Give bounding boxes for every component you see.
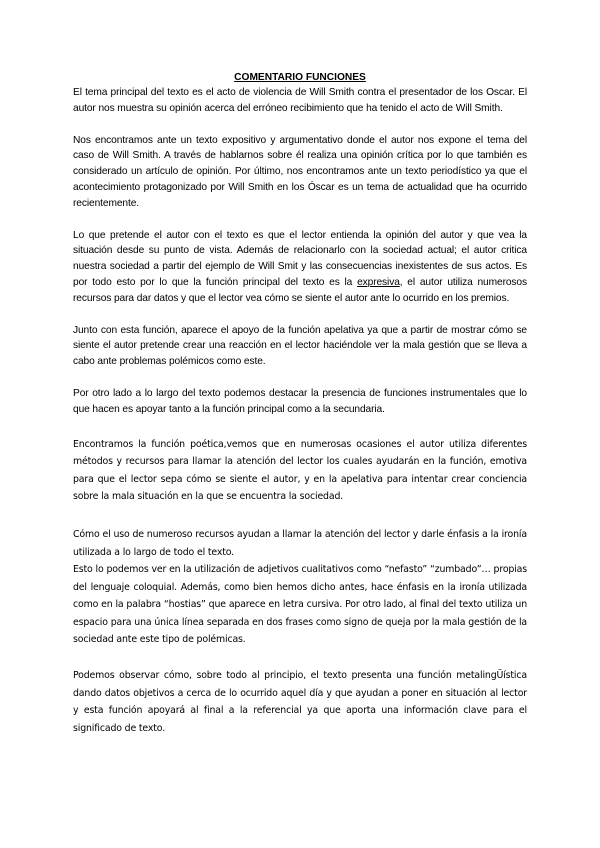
paragraph-instrumental-functions: Por otro lado a lo largo del texto podemos destacar la presencia de funciones instrumentales que lo que hacen es apoyar tanto a la función principal como a la secundaria.	[73, 387, 527, 415]
paragraph-topic: El tema principal del texto es el acto de violencia de Will Smith contra el presentador de los Oscar. El autor nos muestra su opinión acerca del erróneo recibimiento que ha tenido el acto de Will Smith.	[73, 87, 527, 114]
document-body	[73, 70, 527, 737]
paragraph-main-function-text-start: Lo que pretende el autor con el texto es que el lector entienda la opinión del autor y que vea la situación desde su punto de vista. Además de relacionarlo con la sociedad actual; el autor critica nuestra sociedad a partir del ejemplo de Will Smit y las consecuencias inexistentes de sus actos. Es por todo esto por lo que la función principal del texto es la	[73, 229, 527, 288]
paragraph-poetic-function: Encontramos la función poética,vemos que en numerosas ocasiones el autor utiliza diferentes métodos y recursos para llamar la atención del lector los cuales ayudarán en la función, emotiva para que el lector sepa cómo se siente el autor, y en la apelativa para intentar crear conciencia sobre la mala situación en la que se encuentra la sociedad.	[73, 438, 527, 503]
paragraph-main-function-text-end: , el autor utiliza numerosos recursos para dar datos y que el lector vea cómo se siente el autor ante lo ocurrido en los premios.	[73, 276, 527, 304]
paragraph-text-type: Nos encontramos ante un texto expositivo y argumentativo donde el autor nos expone el tema del caso de Will Smith. A través de hablarnos sobre él realiza una opinión crítica por lo que también es considerado un artículo de opinión. Por último, nos encontramos ante un texto periodístico ya que el acontecimiento protagonizado por Will Smith en los Óscar es un tema de actualidad que ha ocurrido recientemente.	[73, 134, 527, 209]
paragraph-adjectives-irony: Esto lo podemos ver en la utilización de adjetivos cualitativos como “nefasto” “zumbado”… propias del lenguaje coloquial. Además, como bien hemos dicho antes, hace énfasis en la ironía utilizada como en la palabra “hostias” que aparece en letra cursiva. Por otro lado, al final del texto utiliza un espacio para una única línea separada en dos frases como signo de queja por la mala gestión de la sociedad ante este tipo de polémicas.	[73, 564, 527, 646]
paragraph-appellative-function: Junto con esta función, aparece el apoyo de la función apelativa ya que a partir de mostrar cómo se siente el autor pretende crear una reacción en el lector haciéndole ver la mala gestión que se lleva a cabo ante problemas polémicos como este.	[73, 324, 527, 368]
document-title: COMENTARIO FUNCIONES	[234, 72, 366, 83]
paragraph-main-function	[73, 228, 527, 307]
underlined-term-expresiva: expresiva	[357, 276, 400, 288]
paragraph-resources: Cómo el uso de numeroso recursos ayudan a llamar la atención del lector y darle énfasis a la ironía utilizada a lo largo de todo el texto.	[73, 528, 527, 558]
paragraph-metalinguistic-function: Podemos observar cómo, sobre todo al principio, el texto presenta una función metalingÜística dando datos objetivos a cerca de lo ocurrido aquel día y que ayudan a poner en situación al lector y esta función apoyará al final a la referencial ya que aporta una información clave para el significado de texto.	[73, 670, 527, 734]
